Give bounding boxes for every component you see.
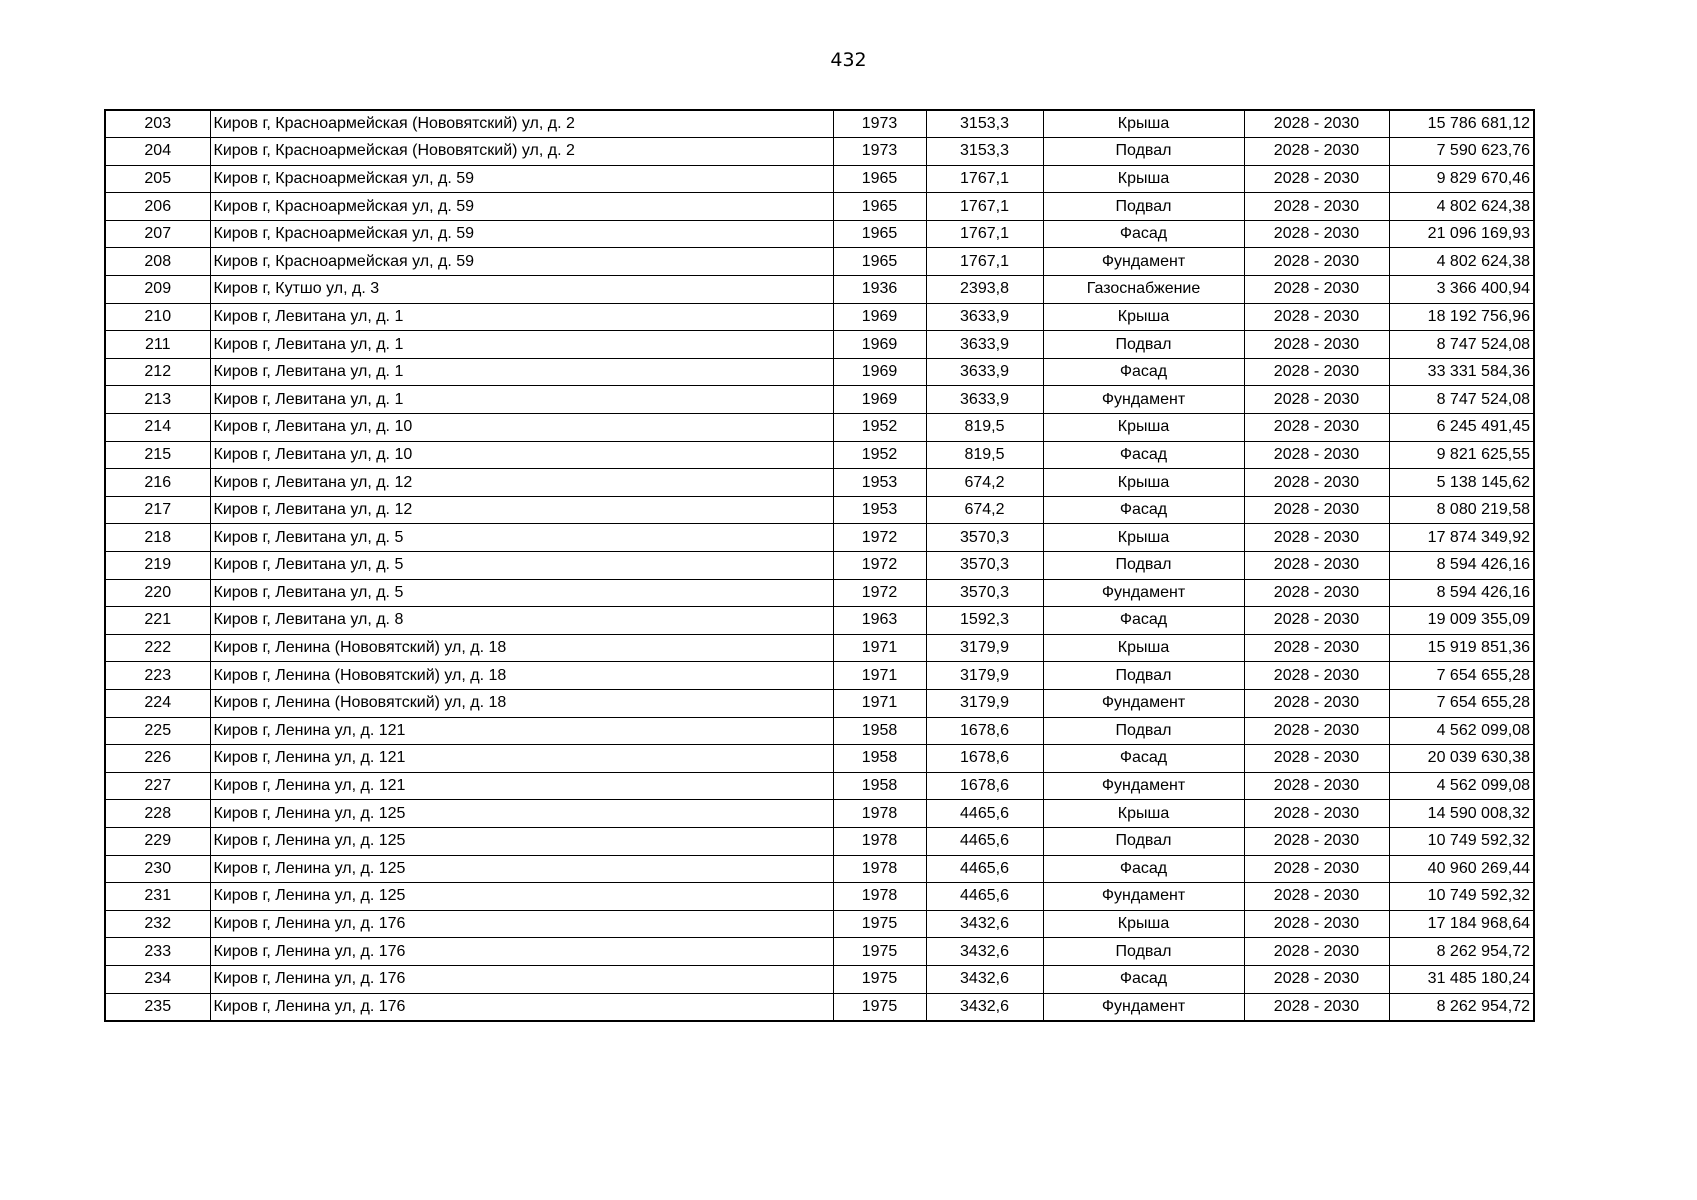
build-year-cell: 1965 <box>833 165 926 193</box>
repair-period-cell: 2028 - 2030 <box>1244 358 1389 386</box>
build-year-cell: 1978 <box>833 855 926 883</box>
repair-period-cell: 2028 - 2030 <box>1244 193 1389 221</box>
build-year-cell: 1969 <box>833 331 926 359</box>
address-cell: Киров г, Левитана ул, д. 8 <box>210 607 833 635</box>
row-number-cell: 204 <box>105 138 210 166</box>
table-row <box>105 469 1534 497</box>
table-row <box>105 965 1534 993</box>
build-year-cell: 1972 <box>833 579 926 607</box>
cost-cell: 5 138 145,62 <box>1389 469 1534 497</box>
row-number-cell: 221 <box>105 607 210 635</box>
build-year-cell: 1971 <box>833 634 926 662</box>
table-row <box>105 414 1534 442</box>
table-row <box>105 496 1534 524</box>
row-number-cell: 232 <box>105 910 210 938</box>
repair-period-cell: 2028 - 2030 <box>1244 993 1389 1021</box>
cost-cell: 19 009 355,09 <box>1389 607 1534 635</box>
table-row <box>105 855 1534 883</box>
repair-schedule-table <box>104 109 1535 1022</box>
repair-period-cell: 2028 - 2030 <box>1244 248 1389 276</box>
address-cell: Киров г, Левитана ул, д. 12 <box>210 496 833 524</box>
cost-cell: 4 562 099,08 <box>1389 717 1534 745</box>
cost-cell: 6 245 491,45 <box>1389 414 1534 442</box>
row-number-cell: 231 <box>105 883 210 911</box>
structural-element-cell: Крыша <box>1043 110 1244 138</box>
table-row <box>105 138 1534 166</box>
structural-element-cell: Подвал <box>1043 193 1244 221</box>
address-cell: Киров г, Левитана ул, д. 10 <box>210 414 833 442</box>
row-number-cell: 229 <box>105 827 210 855</box>
row-number-cell: 223 <box>105 662 210 690</box>
row-number-cell: 203 <box>105 110 210 138</box>
build-year-cell: 1952 <box>833 414 926 442</box>
cost-cell: 8 747 524,08 <box>1389 331 1534 359</box>
structural-element-cell: Фасад <box>1043 607 1244 635</box>
build-year-cell: 1972 <box>833 552 926 580</box>
build-year-cell: 1975 <box>833 993 926 1021</box>
area-cell: 819,5 <box>926 414 1043 442</box>
cost-cell: 4 802 624,38 <box>1389 248 1534 276</box>
cost-cell: 20 039 630,38 <box>1389 745 1534 773</box>
address-cell: Киров г, Левитана ул, д. 1 <box>210 331 833 359</box>
table-row <box>105 165 1534 193</box>
row-number-cell: 218 <box>105 524 210 552</box>
area-cell: 4465,6 <box>926 827 1043 855</box>
table-row <box>105 883 1534 911</box>
area-cell: 1678,6 <box>926 772 1043 800</box>
area-cell: 3153,3 <box>926 110 1043 138</box>
structural-element-cell: Крыша <box>1043 414 1244 442</box>
repair-period-cell: 2028 - 2030 <box>1244 276 1389 304</box>
repair-period-cell: 2028 - 2030 <box>1244 634 1389 662</box>
repair-period-cell: 2028 - 2030 <box>1244 662 1389 690</box>
row-number-cell: 225 <box>105 717 210 745</box>
build-year-cell: 1975 <box>833 965 926 993</box>
address-cell: Киров г, Ленина ул, д. 121 <box>210 772 833 800</box>
cost-cell: 17 874 349,92 <box>1389 524 1534 552</box>
address-cell: Киров г, Левитана ул, д. 1 <box>210 358 833 386</box>
address-cell: Киров г, Ленина ул, д. 121 <box>210 717 833 745</box>
build-year-cell: 1975 <box>833 910 926 938</box>
structural-element-cell: Крыша <box>1043 524 1244 552</box>
build-year-cell: 1953 <box>833 469 926 497</box>
row-number-cell: 228 <box>105 800 210 828</box>
table-row <box>105 386 1534 414</box>
row-number-cell: 226 <box>105 745 210 773</box>
structural-element-cell: Фасад <box>1043 745 1244 773</box>
build-year-cell: 1973 <box>833 110 926 138</box>
structural-element-cell: Подвал <box>1043 938 1244 966</box>
area-cell: 1767,1 <box>926 248 1043 276</box>
cost-cell: 14 590 008,32 <box>1389 800 1534 828</box>
repair-period-cell: 2028 - 2030 <box>1244 496 1389 524</box>
table-row <box>105 717 1534 745</box>
address-cell: Киров г, Ленина (Нововятский) ул, д. 18 <box>210 662 833 690</box>
cost-cell: 8 262 954,72 <box>1389 938 1534 966</box>
cost-cell: 10 749 592,32 <box>1389 827 1534 855</box>
address-cell: Киров г, Левитана ул, д. 1 <box>210 303 833 331</box>
table-row <box>105 745 1534 773</box>
address-cell: Киров г, Ленина (Нововятский) ул, д. 18 <box>210 689 833 717</box>
build-year-cell: 1953 <box>833 496 926 524</box>
area-cell: 4465,6 <box>926 800 1043 828</box>
structural-element-cell: Газоснабжение <box>1043 276 1244 304</box>
row-number-cell: 222 <box>105 634 210 662</box>
cost-cell: 10 749 592,32 <box>1389 883 1534 911</box>
row-number-cell: 210 <box>105 303 210 331</box>
repair-period-cell: 2028 - 2030 <box>1244 552 1389 580</box>
repair-period-cell: 2028 - 2030 <box>1244 883 1389 911</box>
repair-period-cell: 2028 - 2030 <box>1244 938 1389 966</box>
build-year-cell: 1958 <box>833 745 926 773</box>
cost-cell: 8 594 426,16 <box>1389 552 1534 580</box>
table-row <box>105 634 1534 662</box>
repair-period-cell: 2028 - 2030 <box>1244 827 1389 855</box>
row-number-cell: 234 <box>105 965 210 993</box>
row-number-cell: 206 <box>105 193 210 221</box>
address-cell: Киров г, Левитана ул, д. 1 <box>210 386 833 414</box>
build-year-cell: 1958 <box>833 772 926 800</box>
cost-cell: 21 096 169,93 <box>1389 220 1534 248</box>
structural-element-cell: Крыша <box>1043 910 1244 938</box>
table-row <box>105 689 1534 717</box>
table-row <box>105 662 1534 690</box>
build-year-cell: 1972 <box>833 524 926 552</box>
table-row <box>105 220 1534 248</box>
address-cell: Киров г, Ленина ул, д. 125 <box>210 855 833 883</box>
row-number-cell: 211 <box>105 331 210 359</box>
repair-period-cell: 2028 - 2030 <box>1244 138 1389 166</box>
cost-cell: 7 590 623,76 <box>1389 138 1534 166</box>
build-year-cell: 1975 <box>833 938 926 966</box>
repair-period-cell: 2028 - 2030 <box>1244 331 1389 359</box>
table-row <box>105 193 1534 221</box>
structural-element-cell: Подвал <box>1043 552 1244 580</box>
table-row <box>105 910 1534 938</box>
row-number-cell: 217 <box>105 496 210 524</box>
cost-cell: 4 562 099,08 <box>1389 772 1534 800</box>
cost-cell: 8 747 524,08 <box>1389 386 1534 414</box>
area-cell: 3179,9 <box>926 634 1043 662</box>
table-row <box>105 800 1534 828</box>
cost-cell: 17 184 968,64 <box>1389 910 1534 938</box>
address-cell: Киров г, Ленина ул, д. 121 <box>210 745 833 773</box>
table-row <box>105 827 1534 855</box>
build-year-cell: 1978 <box>833 800 926 828</box>
structural-element-cell: Фасад <box>1043 855 1244 883</box>
repair-period-cell: 2028 - 2030 <box>1244 441 1389 469</box>
row-number-cell: 235 <box>105 993 210 1021</box>
area-cell: 1767,1 <box>926 220 1043 248</box>
build-year-cell: 1978 <box>833 827 926 855</box>
row-number-cell: 209 <box>105 276 210 304</box>
area-cell: 1678,6 <box>926 717 1043 745</box>
structural-element-cell: Подвал <box>1043 138 1244 166</box>
build-year-cell: 1965 <box>833 220 926 248</box>
cost-cell: 9 829 670,46 <box>1389 165 1534 193</box>
cost-cell: 7 654 655,28 <box>1389 662 1534 690</box>
repair-period-cell: 2028 - 2030 <box>1244 579 1389 607</box>
address-cell: Киров г, Левитана ул, д. 5 <box>210 524 833 552</box>
cost-cell: 18 192 756,96 <box>1389 303 1534 331</box>
address-cell: Киров г, Ленина ул, д. 176 <box>210 965 833 993</box>
structural-element-cell: Подвал <box>1043 717 1244 745</box>
repair-period-cell: 2028 - 2030 <box>1244 165 1389 193</box>
row-number-cell: 215 <box>105 441 210 469</box>
structural-element-cell: Крыша <box>1043 165 1244 193</box>
table-row <box>105 110 1534 138</box>
build-year-cell: 1978 <box>833 883 926 911</box>
area-cell: 1592,3 <box>926 607 1043 635</box>
row-number-cell: 207 <box>105 220 210 248</box>
build-year-cell: 1965 <box>833 193 926 221</box>
table-row <box>105 938 1534 966</box>
repair-period-cell: 2028 - 2030 <box>1244 607 1389 635</box>
table-row <box>105 524 1534 552</box>
address-cell: Киров г, Кутшо ул, д. 3 <box>210 276 833 304</box>
structural-element-cell: Фасад <box>1043 965 1244 993</box>
address-cell: Киров г, Ленина (Нововятский) ул, д. 18 <box>210 634 833 662</box>
repair-period-cell: 2028 - 2030 <box>1244 469 1389 497</box>
cost-cell: 33 331 584,36 <box>1389 358 1534 386</box>
build-year-cell: 1969 <box>833 303 926 331</box>
repair-period-cell: 2028 - 2030 <box>1244 386 1389 414</box>
repair-period-cell: 2028 - 2030 <box>1244 965 1389 993</box>
repair-period-cell: 2028 - 2030 <box>1244 800 1389 828</box>
row-number-cell: 233 <box>105 938 210 966</box>
repair-period-cell: 2028 - 2030 <box>1244 110 1389 138</box>
structural-element-cell: Крыша <box>1043 800 1244 828</box>
cost-cell: 15 919 851,36 <box>1389 634 1534 662</box>
area-cell: 3633,9 <box>926 358 1043 386</box>
row-number-cell: 216 <box>105 469 210 497</box>
cost-cell: 7 654 655,28 <box>1389 689 1534 717</box>
address-cell: Киров г, Левитана ул, д. 5 <box>210 552 833 580</box>
structural-element-cell: Фундамент <box>1043 772 1244 800</box>
repair-period-cell: 2028 - 2030 <box>1244 910 1389 938</box>
row-number-cell: 227 <box>105 772 210 800</box>
address-cell: Киров г, Левитана ул, д. 10 <box>210 441 833 469</box>
table-row <box>105 993 1534 1021</box>
area-cell: 1767,1 <box>926 165 1043 193</box>
repair-period-cell: 2028 - 2030 <box>1244 689 1389 717</box>
area-cell: 3432,6 <box>926 938 1043 966</box>
structural-element-cell: Фасад <box>1043 496 1244 524</box>
row-number-cell: 230 <box>105 855 210 883</box>
row-number-cell: 220 <box>105 579 210 607</box>
address-cell: Киров г, Красноармейская ул, д. 59 <box>210 193 833 221</box>
structural-element-cell: Фундамент <box>1043 386 1244 414</box>
address-cell: Киров г, Ленина ул, д. 125 <box>210 800 833 828</box>
table-row <box>105 248 1534 276</box>
cost-cell: 15 786 681,12 <box>1389 110 1534 138</box>
structural-element-cell: Крыша <box>1043 469 1244 497</box>
address-cell: Киров г, Левитана ул, д. 5 <box>210 579 833 607</box>
area-cell: 674,2 <box>926 496 1043 524</box>
build-year-cell: 1971 <box>833 662 926 690</box>
area-cell: 2393,8 <box>926 276 1043 304</box>
table-row <box>105 441 1534 469</box>
address-cell: Киров г, Ленина ул, д. 176 <box>210 938 833 966</box>
repair-period-cell: 2028 - 2030 <box>1244 524 1389 552</box>
cost-cell: 4 802 624,38 <box>1389 193 1534 221</box>
build-year-cell: 1963 <box>833 607 926 635</box>
table-body <box>105 110 1534 1021</box>
area-cell: 3432,6 <box>926 910 1043 938</box>
area-cell: 3633,9 <box>926 303 1043 331</box>
area-cell: 3153,3 <box>926 138 1043 166</box>
page-number: 432 <box>830 49 867 71</box>
structural-element-cell: Фасад <box>1043 441 1244 469</box>
structural-element-cell: Фундамент <box>1043 993 1244 1021</box>
repair-period-cell: 2028 - 2030 <box>1244 745 1389 773</box>
row-number-cell: 205 <box>105 165 210 193</box>
cost-cell: 40 960 269,44 <box>1389 855 1534 883</box>
build-year-cell: 1973 <box>833 138 926 166</box>
row-number-cell: 212 <box>105 358 210 386</box>
build-year-cell: 1969 <box>833 386 926 414</box>
area-cell: 3179,9 <box>926 689 1043 717</box>
row-number-cell: 219 <box>105 552 210 580</box>
structural-element-cell: Фасад <box>1043 358 1244 386</box>
build-year-cell: 1965 <box>833 248 926 276</box>
build-year-cell: 1971 <box>833 689 926 717</box>
area-cell: 3570,3 <box>926 579 1043 607</box>
area-cell: 3633,9 <box>926 386 1043 414</box>
area-cell: 3570,3 <box>926 524 1043 552</box>
table-row <box>105 331 1534 359</box>
repair-period-cell: 2028 - 2030 <box>1244 220 1389 248</box>
area-cell: 1678,6 <box>926 745 1043 773</box>
cost-cell: 9 821 625,55 <box>1389 441 1534 469</box>
row-number-cell: 214 <box>105 414 210 442</box>
cost-cell: 8 594 426,16 <box>1389 579 1534 607</box>
address-cell: Киров г, Ленина ул, д. 176 <box>210 993 833 1021</box>
address-cell: Киров г, Красноармейская ул, д. 59 <box>210 248 833 276</box>
repair-period-cell: 2028 - 2030 <box>1244 772 1389 800</box>
address-cell: Киров г, Красноармейская (Нововятский) ул, д. 2 <box>210 110 833 138</box>
structural-element-cell: Фундамент <box>1043 579 1244 607</box>
cost-cell: 3 366 400,94 <box>1389 276 1534 304</box>
structural-element-cell: Фундамент <box>1043 689 1244 717</box>
table-row <box>105 579 1534 607</box>
structural-element-cell: Подвал <box>1043 827 1244 855</box>
area-cell: 3432,6 <box>926 993 1043 1021</box>
address-cell: Киров г, Красноармейская ул, д. 59 <box>210 220 833 248</box>
cost-cell: 8 262 954,72 <box>1389 993 1534 1021</box>
row-number-cell: 208 <box>105 248 210 276</box>
address-cell: Киров г, Ленина ул, д. 125 <box>210 827 833 855</box>
address-cell: Киров г, Красноармейская ул, д. 59 <box>210 165 833 193</box>
structural-element-cell: Фундамент <box>1043 883 1244 911</box>
structural-element-cell: Подвал <box>1043 331 1244 359</box>
repair-period-cell: 2028 - 2030 <box>1244 303 1389 331</box>
table-row <box>105 303 1534 331</box>
structural-element-cell: Подвал <box>1043 662 1244 690</box>
structural-element-cell: Крыша <box>1043 634 1244 662</box>
build-year-cell: 1958 <box>833 717 926 745</box>
address-cell: Киров г, Левитана ул, д. 12 <box>210 469 833 497</box>
area-cell: 819,5 <box>926 441 1043 469</box>
row-number-cell: 213 <box>105 386 210 414</box>
area-cell: 4465,6 <box>926 855 1043 883</box>
area-cell: 3179,9 <box>926 662 1043 690</box>
table-row <box>105 552 1534 580</box>
area-cell: 3633,9 <box>926 331 1043 359</box>
table-row <box>105 607 1534 635</box>
table-row <box>105 276 1534 304</box>
cost-cell: 8 080 219,58 <box>1389 496 1534 524</box>
repair-period-cell: 2028 - 2030 <box>1244 855 1389 883</box>
build-year-cell: 1936 <box>833 276 926 304</box>
address-cell: Киров г, Ленина ул, д. 125 <box>210 883 833 911</box>
area-cell: 3570,3 <box>926 552 1043 580</box>
area-cell: 4465,6 <box>926 883 1043 911</box>
build-year-cell: 1952 <box>833 441 926 469</box>
structural-element-cell: Фундамент <box>1043 248 1244 276</box>
repair-period-cell: 2028 - 2030 <box>1244 717 1389 745</box>
address-cell: Киров г, Ленина ул, д. 176 <box>210 910 833 938</box>
area-cell: 674,2 <box>926 469 1043 497</box>
repair-period-cell: 2028 - 2030 <box>1244 414 1389 442</box>
address-cell: Киров г, Красноармейская (Нововятский) ул, д. 2 <box>210 138 833 166</box>
area-cell: 1767,1 <box>926 193 1043 221</box>
area-cell: 3432,6 <box>926 965 1043 993</box>
table-row <box>105 358 1534 386</box>
build-year-cell: 1969 <box>833 358 926 386</box>
cost-cell: 31 485 180,24 <box>1389 965 1534 993</box>
structural-element-cell: Фасад <box>1043 220 1244 248</box>
structural-element-cell: Крыша <box>1043 303 1244 331</box>
table-row <box>105 772 1534 800</box>
row-number-cell: 224 <box>105 689 210 717</box>
